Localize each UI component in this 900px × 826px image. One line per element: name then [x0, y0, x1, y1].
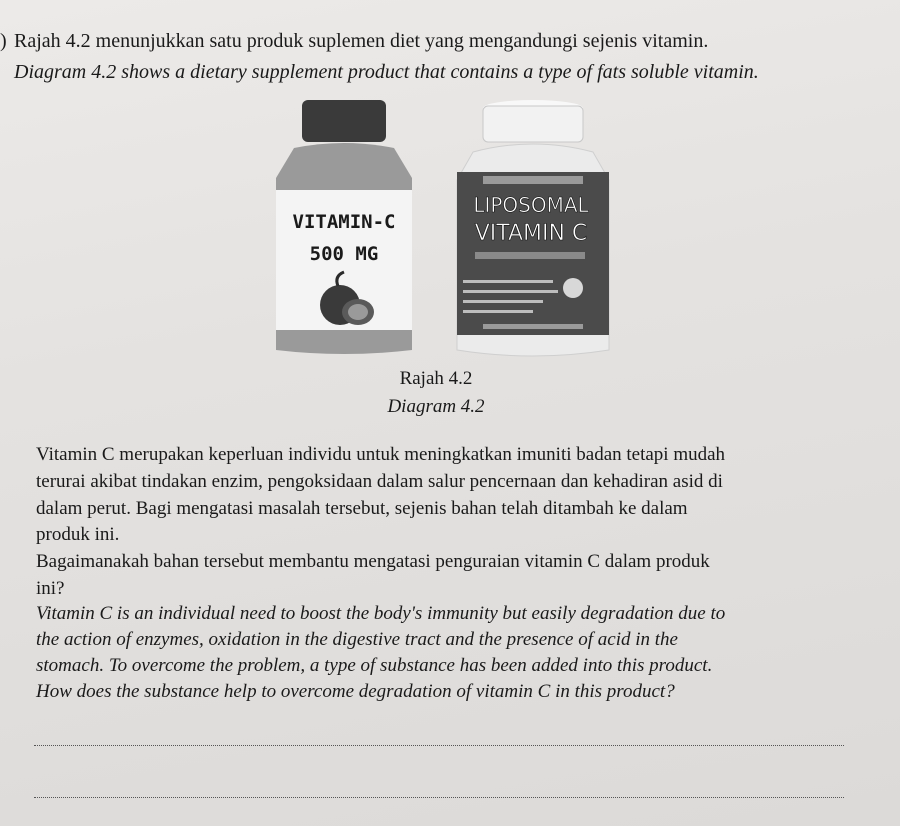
- supplement-figure: [268, 100, 618, 365]
- question-title-malay: Rajah 4.2 menunjukkan satu produk suplemen diet yang mengandungi sejenis vitamin.: [14, 30, 709, 52]
- body-malay-line: dalam perut. Bagi mengatasi masalah tersebut, sejenis bahan telah ditambah ke dalam: [36, 498, 688, 519]
- body-malay-line: Vitamin C merupakan keperluan individu untuk meningkatkan imuniti badan tetapi mudah: [36, 444, 726, 465]
- body-malay-line: ini?: [36, 578, 65, 599]
- figure-caption-english: Diagram 4.2: [387, 396, 485, 417]
- bottle-right-line2: VITAMIN C: [474, 221, 588, 246]
- bottle-left-line1: VITAMIN-C: [292, 211, 396, 233]
- body-english-line: the action of enzymes, oxidation in the digestive tract and the presence of acid in the: [36, 629, 678, 650]
- figure-caption-malay: Rajah 4.2: [399, 368, 473, 389]
- body-english-line: How does the substance help to overcome degradation of vitamin C in this product?: [36, 681, 675, 702]
- body-english-line: Vitamin C is an individual need to boost the body's immunity but easily degradation due to: [36, 603, 726, 624]
- answer-line[interactable]: [34, 745, 844, 746]
- body-malay-line: Bagaimanakah bahan tersebut membantu mengatasi penguraian vitamin C dalam produk: [36, 551, 710, 572]
- liposomal-vitamin-c-bottle: [453, 100, 613, 362]
- body-malay-line: terurai akibat tindakan enzim, pengoksidaan dalam salur pencernaan dan kehadiran asid di: [36, 471, 723, 492]
- bottle-right-line1: LIPOSOMAL: [473, 193, 589, 217]
- bottle-left-line2: 500 MG: [309, 243, 379, 265]
- body-english-line: stomach. To overcome the problem, a type of substance has been added into this product.: [36, 655, 713, 676]
- body-malay-line: produk ini.: [36, 524, 120, 545]
- answer-line[interactable]: [34, 797, 844, 798]
- question-number-mark: ): [0, 30, 7, 52]
- question-title-english: Diagram 4.2 shows a dietary supplement product that contains a type of fats soluble vitamin.: [14, 61, 759, 83]
- vitamin-c-bottle: [274, 100, 414, 355]
